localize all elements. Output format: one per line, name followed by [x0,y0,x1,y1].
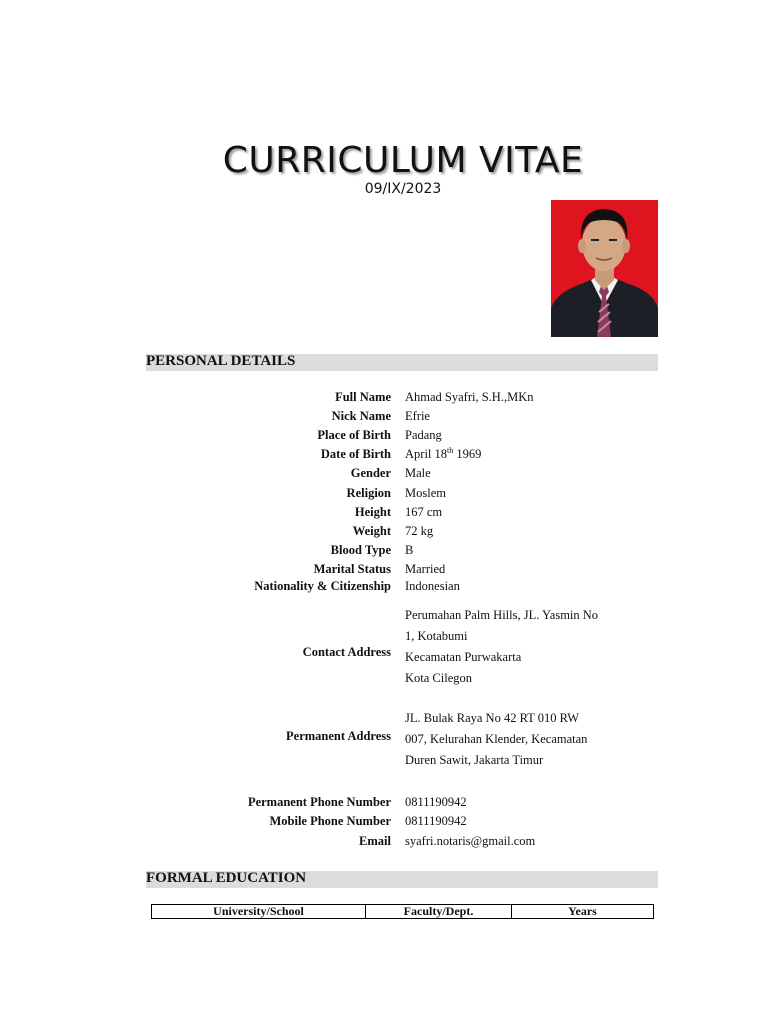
value-height: 167 cm [405,505,443,519]
label-mobile-phone: Mobile Phone Number [269,814,391,828]
profile-photo [551,200,658,337]
education-table-header-row [152,905,654,919]
label-blood-type: Blood Type [330,543,391,557]
label-email: Email [359,834,391,848]
label-weight: Weight [352,524,391,538]
dob-suffix: th [447,445,454,455]
permanent-address-line: 007, Kelurahan Klender, Kecamatan [405,732,588,746]
section-header-personal [146,354,658,371]
label-contact-address: Contact Address [302,645,391,659]
value-nick-name: Efrie [405,409,430,423]
label-nationality: Nationality & Citizenship [254,579,391,593]
label-full-name: Full Name [335,390,391,404]
contact-address-line: Kota Cilegon [405,671,473,685]
label-permanent-phone: Permanent Phone Number [247,795,391,809]
column-header-faculty: Faculty/Dept. [366,905,512,919]
cv-date: 09/IX/2023 [364,181,442,197]
contact-address-line: Perumahan Palm Hills, JL. Yasmin No [405,608,599,622]
value-mobile-phone: 0811190942 [405,814,467,828]
section-title-education: FORMAL EDUCATION [146,870,307,886]
value-full-name: Ahmad Syafri, S.H.,MKn [405,390,534,404]
contact-address-line: Kecamatan Purwakarta [405,650,522,664]
label-marital-status: Marital Status [313,562,391,576]
label-height: Height [354,505,391,519]
column-header-university: University/School [152,905,366,919]
label-date-of-birth: Date of Birth [320,447,391,461]
dob-day: April 18 [405,447,448,461]
value-email: syafri.notaris@gmail.com [405,834,536,848]
permanent-address-line: JL. Bulak Raya No 42 RT 010 RW [405,711,580,725]
label-nick-name: Nick Name [331,409,391,423]
value-permanent-phone: 0811190942 [405,795,467,809]
education-table [151,904,654,919]
label-religion: Religion [346,486,391,500]
value-marital-status: Married [405,562,446,576]
label-place-of-birth: Place of Birth [317,428,391,442]
value-religion: Moslem [405,486,446,500]
value-date-of-birth [405,447,481,462]
value-gender: Male [405,466,431,480]
section-title-personal: PERSONAL DETAILS [146,353,296,369]
value-weight: 72 kg [405,524,434,538]
value-place-of-birth: Padang [405,428,442,442]
section-header-education [146,871,658,888]
contact-address-line: 1, Kotabumi [405,629,468,643]
value-blood-type: B [405,543,414,557]
value-nationality: Indonesian [405,579,460,593]
cv-title: CURRICULUM VITAE [222,140,584,181]
dob-year: 1969 [453,447,482,461]
label-permanent-address: Permanent Address [286,729,391,743]
label-gender: Gender [350,466,391,480]
column-header-years: Years [512,905,654,919]
permanent-address-line: Duren Sawit, Jakarta Timur [405,753,544,767]
